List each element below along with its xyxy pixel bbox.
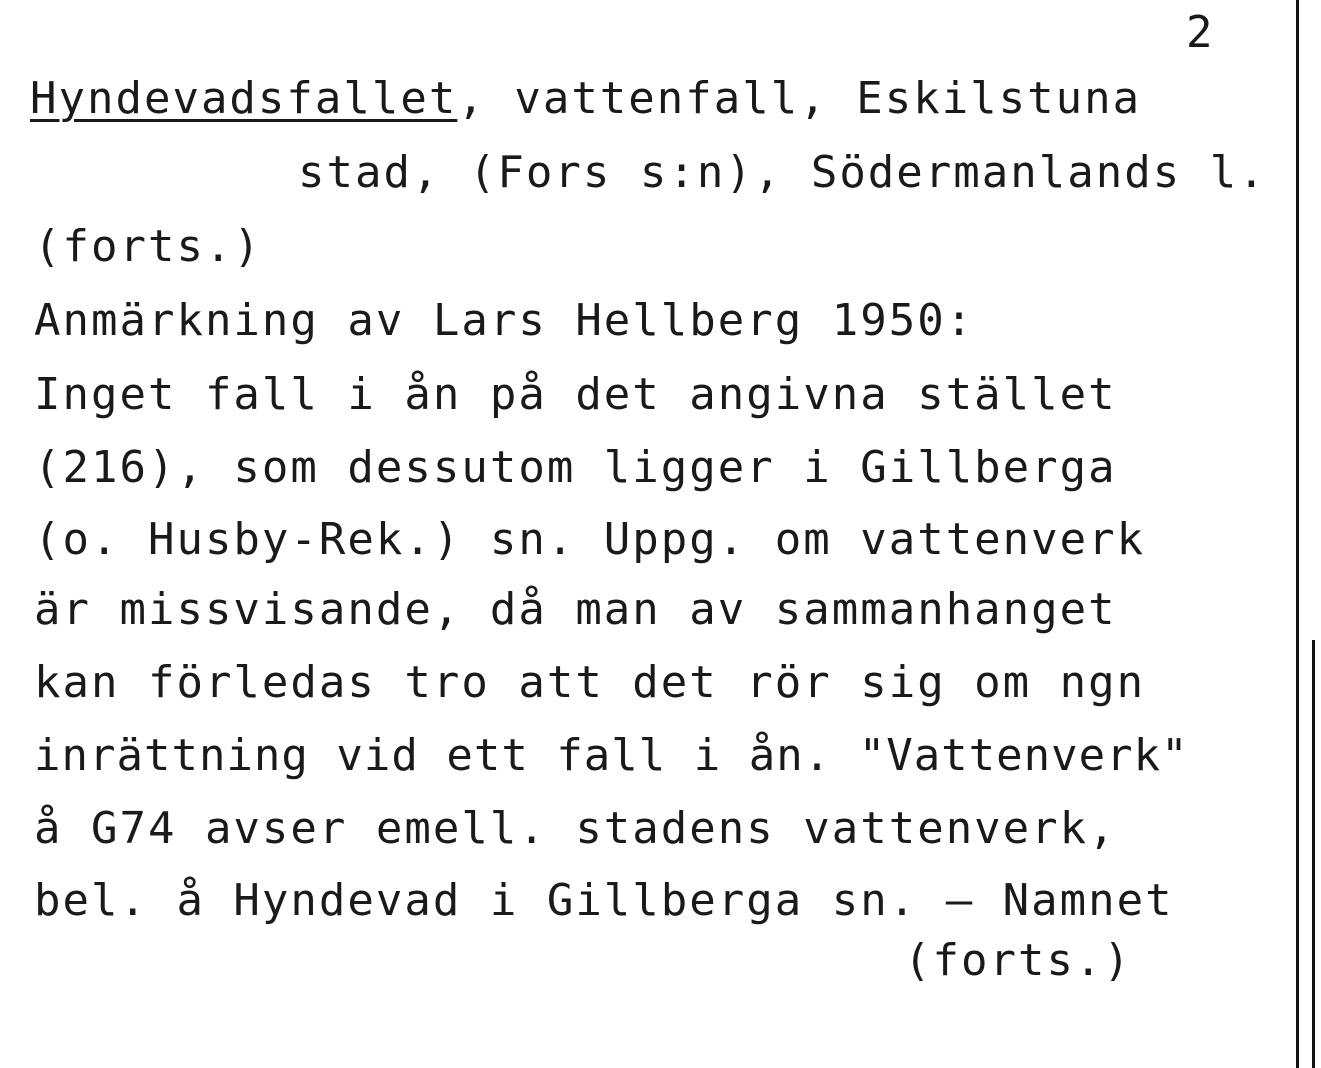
body-line-3: (216), som dessutom ligger i Gillberga — [34, 442, 1117, 493]
continued-note-bottom: (forts.) — [904, 935, 1132, 986]
place-name: Hyndevadsfallet — [30, 73, 458, 124]
card-right-edge-line — [1296, 0, 1299, 1068]
body-line-7: inrättning vid ett fall i ån. "Vattenverk" — [34, 730, 1189, 781]
body-line-2: Inget fall i ån på det angivna stället — [34, 369, 1117, 420]
body-line-4: (o. Husby-Rek.) sn. Uppg. om vattenverk — [34, 514, 1146, 565]
body-line-9: bel. å Hyndevad i Gillberga sn. — Namnet — [34, 875, 1174, 926]
heading-description: , vattenfall, Eskilstuna — [457, 73, 1142, 124]
continued-note-top: (forts.) — [34, 221, 262, 272]
body-line-1: Anmärkning av Lars Hellberg 1950: — [34, 295, 975, 346]
body-line-6: kan förledas tro att det rör sig om ngn — [34, 657, 1146, 708]
heading-line-2: stad, (Fors s:n), Södermanlands l. — [298, 147, 1267, 198]
page-number: 2 — [1186, 7, 1215, 58]
body-line-5: är missvisande, då man av sammanhanget — [34, 584, 1117, 635]
body-line-8: å G74 avser emell. stadens vattenverk, — [34, 803, 1117, 854]
heading-line-1 — [30, 74, 1141, 124]
card-right-edge-line-lower — [1312, 640, 1315, 1068]
